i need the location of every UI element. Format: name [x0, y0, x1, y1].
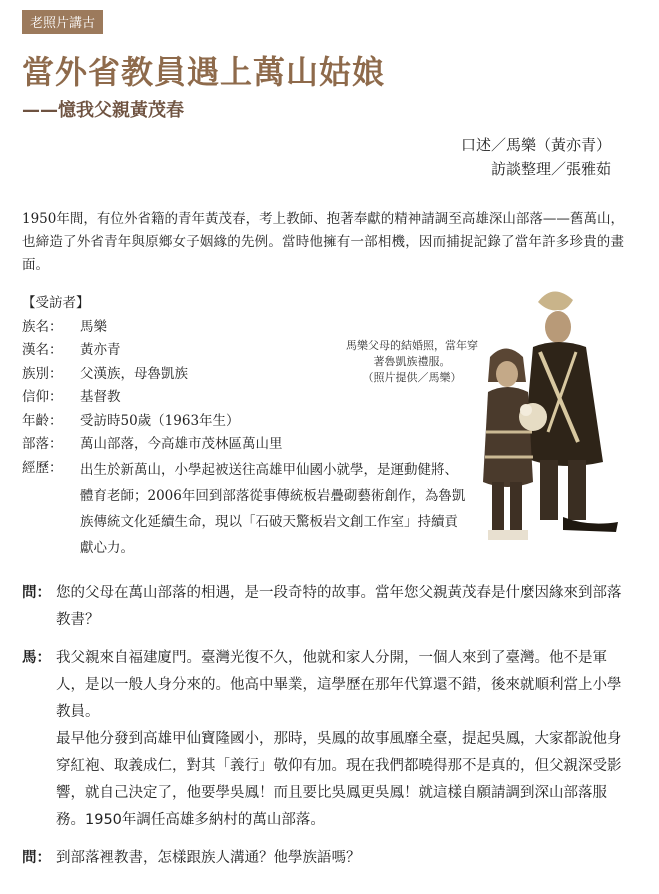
- qa-question-1: [22, 580, 632, 634]
- profile-row: [22, 386, 482, 410]
- profile-key: 族別：: [22, 365, 63, 382]
- speaker-label: 問：: [22, 850, 51, 866]
- profile-value: 出生於新萬山，小學起被送往高雄甲仙國小就學，是運動健將、體育老師；2006年回到部落從事傳統板岩疊砌藝術創作，為魯凱族傳統文化延續生命，現以「石破天驚板岩文創工作室」持續貢獻心力。: [80, 461, 466, 556]
- speaker-label: 問：: [22, 585, 51, 601]
- column-tag: 老照片講古: [22, 10, 103, 34]
- profile-key: 信仰：: [22, 389, 63, 405]
- photo-caption: [342, 338, 482, 386]
- profile-key: 部落：: [22, 436, 63, 452]
- caption-credit: （照片提供／馬樂）: [362, 371, 462, 384]
- interviewee-profile: [22, 292, 482, 561]
- narrator-credit: 口述／馬樂（黃亦青）: [460, 136, 611, 154]
- profile-key: 經歷：: [22, 459, 63, 476]
- qa-question-2: [22, 845, 632, 872]
- qa-paragraph: 最早他分發到高雄甲仙寶隆國小，那時，吳鳳的故事風靡全臺，提起吳鳳，大家都說他身穿紅袍、取義成仁，對其「義行」敬仰有加。現在我們都曉得那不是真的，但父親深受影響，就自己決定了，他要學吳鳳！而且要比吳鳳更吳鳳！就這樣自願請調到深山部落服務。1950年調任高雄多納村的萬山部落。: [56, 731, 622, 828]
- profile-key: 族名：: [22, 318, 63, 335]
- profile-value: 受訪時50歲（1963年生）: [80, 412, 240, 429]
- profile-key: 年齡：: [22, 412, 63, 429]
- qa-paragraph: 您的父母在萬山部落的相遇，是一段奇特的故事。當年您父親黃茂春是什麼因緣來到部落教書？: [56, 585, 622, 628]
- profile-value: 基督教: [80, 389, 121, 405]
- speaker-label: 馬：: [22, 650, 51, 666]
- profile-key: 漢名：: [22, 342, 63, 358]
- profile-value: 父漢族，母魯凱族: [80, 365, 188, 382]
- editor-credit: 訪談整理／張雅茹: [490, 160, 611, 178]
- profile-value: 萬山部落，今高雄市茂林區萬山里: [80, 436, 283, 452]
- credits: [461, 133, 611, 181]
- profile-value: 黃亦青: [80, 342, 121, 358]
- profile-heading: 【受訪者】: [22, 295, 90, 311]
- intro-paragraph: 1950年間，有位外省籍的青年黃茂春，考上教師、抱著奉獻的精神請調至高雄深山部落——舊萬山，也締造了外省青年與原鄉女子姻緣的先例。當時他擁有一部相機，因而捕捉記錄了當年許多珍貴的畫面。: [22, 211, 624, 273]
- profile-experience: [22, 457, 467, 561]
- qa-answer-1: [22, 645, 632, 834]
- profile-row: [22, 410, 482, 434]
- article-title: 當外省教員遇上萬山姑娘: [22, 53, 386, 91]
- profile-row: [22, 433, 482, 457]
- profile-row: [22, 316, 482, 340]
- caption-text: 馬樂父母的結婚照，當年穿著魯凱族禮服。: [346, 339, 478, 368]
- article-subtitle: ——憶我父親黃茂春: [22, 100, 184, 121]
- qa-paragraph: 我父親來自福建廈門。臺灣光復不久，他就和家人分開，一個人來到了臺灣。他不是軍人，是以一般人身分來的。他高中畢業，這學歷在那年代算還不錯，後來就順利當上小學教員。: [56, 650, 622, 720]
- qa-paragraph: 到部落裡教書，怎樣跟族人溝通？他學族語嗎？: [56, 850, 361, 866]
- wedding-photo: [478, 282, 638, 552]
- profile-value: 馬樂: [80, 318, 107, 335]
